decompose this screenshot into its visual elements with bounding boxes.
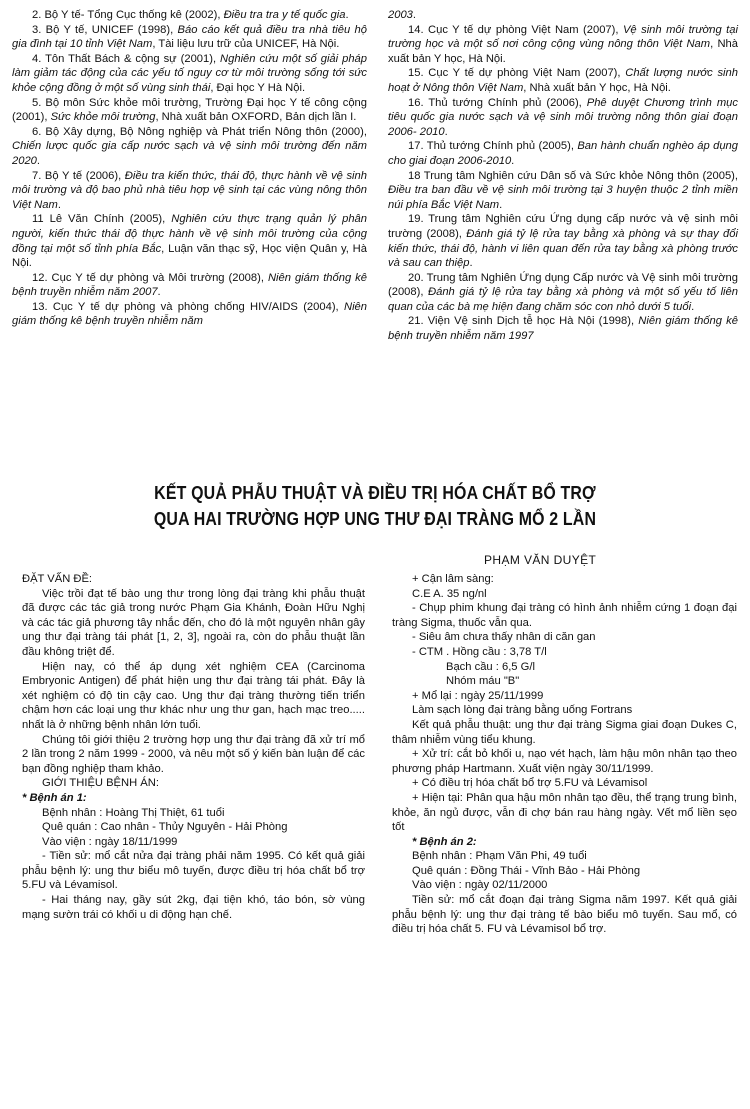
reference-item	[12, 8, 367, 23]
reference-item	[12, 23, 367, 52]
body-paragraph: Vào viện : ngày 18/11/1999	[42, 835, 178, 848]
reference-title: Ban hành chuẩn nghèo áp dụng cho giai đoạn 2006-2010	[388, 140, 738, 167]
reference-authors: 17. Thủ tướng Chính phủ (2005),	[408, 140, 578, 153]
body-paragraph: - Hai tháng nay, gầy sút 2kg, đại tiện khó, táo bón, sờ vùng mạng sườn trái có khối u di động hạn chế.	[22, 894, 365, 921]
reference-publisher: .	[469, 257, 473, 270]
reference-authors: 11 Lê Văn Chính (2005),	[32, 213, 172, 226]
reference-item	[12, 96, 367, 125]
reference-title: Báo cáo kết quả điều tra nhà tiêu hộ gia đình tại 10 tỉnh Việt Nam	[12, 23, 367, 51]
body-paragraph: - Siêu âm chưa thấy nhân di căn gan	[412, 631, 596, 644]
reference-item	[388, 271, 738, 315]
reference-item	[12, 169, 367, 213]
references-right-column	[388, 8, 738, 344]
reference-item	[388, 139, 738, 168]
reference-title: Niên giám thống kê bệnh truyền nhiễm năm	[12, 300, 367, 328]
reference-title: Chiến lược quốc gia cấp nước sạch và vệ sinh môi trường đến năm 2020	[12, 140, 367, 167]
article-body-right-column	[392, 572, 737, 937]
reference-title: Điều tra ban đầu về vệ sinh môi trường tại 3 huyện thuộc 2 tỉnh miền núi phía Bắc Việt Nam	[388, 184, 738, 211]
body-paragraph: Làm sạch lòng đại tràng bằng uống Fortrans	[412, 704, 633, 717]
reference-authors: 2. Bộ Y tế- Tổng Cục thống kê (2002),	[32, 9, 224, 21]
reference-item	[12, 125, 367, 169]
reference-title: Phê duyệt Chương trình mục tiêu quốc gia nước sạch và vệ sinh môi trường nông thôn giai đoạn 2006- 2010	[388, 96, 738, 138]
reference-publisher: , Đại học Y Hà Nội.	[210, 81, 306, 94]
reference-title: Niên giám thống kê bệnh truyền nhiễm năm 1997	[388, 315, 738, 343]
reference-publisher: , Tài liệu lưu trữ của UNICEF, Hà Nội.	[152, 38, 340, 51]
reference-authors: 18 Trung tâm Nghiên cứu Dân số và Sức khỏe Nông thôn (2005),	[408, 169, 738, 182]
reference-authors: 4. Tôn Thất Bách & cộng sự (2001),	[32, 52, 221, 65]
reference-publisher: .	[57, 198, 61, 211]
body-paragraph: + Hiện tại: Phân qua hậu môn nhân tạo đều, thể trạng trung bình, khỏe, ăn ngủ được, vẫn đi chợ bán rau hàng ngày. Vết mổ liền sẹo tốt	[392, 791, 737, 834]
reference-title: Sức khỏe môi trường	[50, 111, 156, 124]
body-paragraph: Kết quả phẫu thuật: ung thư đại tràng Sigma giai đoạn Dukes C, thâm nhiễm vùng tiểu khung.	[392, 718, 737, 746]
body-paragraph: Tiền sử: mổ cắt đoạn đại tràng Sigma năm 1997. Kết quả giải phẫu bệnh lý: ung thư đại tràng tế bào biểu mô tuyến. Sau mổ, có điều trị hóa chất 5. FU và Lévamisol bổ trợ.	[392, 894, 737, 936]
reference-publisher: .	[36, 154, 40, 167]
reference-authors: 15. Cục Y tế dự phòng Việt Nam (2007),	[408, 67, 626, 80]
reference-title: Niên giám thống kê bệnh truyền nhiễm năm 2007	[12, 271, 367, 299]
reference-publisher: , Nhà xuất bản OXFORD, Bản dịch lần I.	[155, 111, 357, 124]
reference-publisher: , Nhà xuất bản Y học, Hà Nội.	[523, 81, 671, 94]
body-paragraph: GIỚI THIỆU BỆNH ÁN:	[42, 777, 159, 790]
reference-item	[388, 96, 738, 140]
reference-item	[12, 52, 367, 96]
reference-publisher: .	[157, 286, 161, 299]
reference-authors: 12. Cục Y tế dự phòng và Môi trường (2008),	[32, 271, 268, 284]
body-paragraph: Bệnh nhân : Hoàng Thị Thiệt, 61 tuổi	[42, 806, 225, 819]
reference-authors: 3. Bộ Y tế, UNICEF (1998),	[32, 23, 178, 36]
reference-authors: 7. Bộ Y tế (2006),	[32, 169, 125, 182]
reference-publisher: , Luận văn thạc sỹ, Học viện Quân y, Hà Nội.	[12, 242, 367, 270]
reference-publisher: .	[499, 198, 503, 211]
reference-authors: 19. Trung tâm Nghiên cứu Ứng dụng cấp nước và vệ sinh môi trường (2008),	[388, 213, 738, 240]
reference-authors: 21. Viện Vệ sinh Dịch tễ học Hà Nội (1998),	[408, 315, 639, 328]
reference-authors: 6. Bộ Xây dựng, Bộ Nông nghiệp và Phát triển Nông thôn (2000),	[32, 125, 367, 138]
body-paragraph: Việc trồi đạt tế bào ung thư trong lòng đại tràng khi phẫu thuật đã được các tác giả trong nước Phạm Gia Khánh, Đoàn Hữu Nghị và các tác giả phương tây nhắc đến, cho đó là một nguyên nhân gây ung thư đại tràng tái phát [1, 2, 3], ngoài ra, còn do phẫu thuật lần đầu không triệt để.	[22, 587, 365, 658]
article-title-line-2: QUA HAI TRƯỜNG HỢP UNG THƯ ĐẠI TRÀNG MỔ 2 LẦN	[153, 508, 597, 529]
reference-authors: 5. Bộ môn Sức khỏe môi trường, Trường Đại học Y tế công cộng (2001),	[12, 96, 367, 124]
reference-title: Điều tra kiến thức, thái độ, thực hành về vệ sinh môi trường và độ bao phủ nhà tiêu hợp vệ sinh tại các vùng nông thôn Việt Nam	[12, 169, 367, 211]
reference-item	[388, 8, 738, 23]
reference-publisher: .	[444, 125, 448, 138]
body-paragraph: Nhóm máu "B"	[446, 675, 520, 688]
references-left-column	[12, 8, 367, 329]
body-paragraph: Quê quán : Đồng Thái - Vĩnh Bảo - Hải Phòng	[412, 864, 641, 877]
reference-publisher: .	[412, 9, 416, 21]
body-paragraph: - Tiền sử: mổ cắt nửa đại tràng phải năm 1995. Có kết quả giải phẫu bệnh lý: ung thư biểu mô tuyến, được điều trị hóa chất bổ trợ 5.FU và Lévamisol.	[22, 850, 365, 892]
body-paragraph: Bệnh nhân : Phạm Văn Phi, 49 tuổi	[412, 850, 587, 863]
body-paragraph: + Xử trí: cắt bỏ khối u, nạo vét hạch, làm hậu môn nhân tạo theo phương pháp Hartmann. Xuất viện ngày 30/11/1999.	[392, 748, 737, 775]
reference-publisher: .	[511, 154, 515, 167]
reference-item	[388, 66, 738, 95]
reference-authors: 13. Cục Y tế dự phòng và phòng chống HIV/AIDS (2004),	[32, 300, 344, 313]
reference-item	[12, 212, 367, 270]
reference-item	[12, 271, 367, 300]
article-title-line-1: KẾT QUẢ PHẪU THUẬT VÀ ĐIỀU TRỊ HÓA CHẤT BỔ TRỢ	[154, 482, 596, 503]
reference-title: Nghiên cứu thực trạng quản lý phân người, kiến thức thái độ thực hành về vệ sinh môi trường của cộng đồng tại một số tỉnh phía Bắc	[12, 213, 367, 255]
reference-publisher: .	[345, 9, 349, 21]
reference-item	[388, 23, 738, 67]
body-paragraph: - Chụp phim khung đại tràng có hình ảnh nhiễm cứng 1 đoạn đại tràng Sigma, thuốc vẫn qua.	[392, 602, 737, 629]
reference-authors: 16. Thủ tướng Chính phủ (2006),	[408, 96, 587, 109]
reference-title: 2003	[388, 9, 413, 21]
reference-authors: 20. Trung tâm Nghiên Ứng dụng Cấp nước và Vệ sinh môi trường (2008),	[388, 271, 738, 299]
reference-title: Đánh giá tỷ lệ rửa tay bằng xà phòng và một số yếu tố liên quan của các bà mẹ hiện đang chăm sóc con nhỏ dưới 5 tuổi	[388, 286, 738, 313]
reference-title: Vệ sinh môi trường tại trường học và một số nơi công cộng vùng nông thôn Việt Nam	[388, 23, 738, 51]
body-paragraph: Quê quán : Cao nhân - Thủy Nguyên - Hải Phòng	[42, 821, 288, 834]
body-paragraph: * Bệnh án 2:	[412, 835, 477, 848]
reference-title: Nghiên cứu một số giải pháp làm giảm tác động của các yếu tố nguy cơ từ môi trường sống tới sức khỏe cộng đồng ở một số vùng sinh thái	[12, 52, 367, 94]
reference-title: Chất lượng nước sinh hoạt ở Nông thôn Việt Nam	[388, 67, 738, 94]
reference-item	[12, 300, 367, 329]
body-paragraph: - CTM . Hồng cầu : 3,78 T/l	[412, 645, 547, 658]
body-paragraph: + Cận lâm sàng:	[412, 573, 494, 585]
reference-publisher: , Nhà xuất bản Y học, Hà Nội.	[388, 38, 738, 65]
reference-item	[388, 169, 738, 213]
article-body-left-column	[22, 572, 365, 922]
body-paragraph: + Mổ lại : ngày 25/11/1999	[412, 689, 544, 702]
reference-authors: 14. Cục Y tế dự phòng Việt Nam (2007),	[408, 23, 623, 36]
body-paragraph: * Bệnh án 1:	[22, 791, 87, 804]
body-paragraph: Hiện nay, có thể áp dụng xét nghiệm CEA (Carcinoma Embryonic Antigen) để phát hiện ung thư đại tràng tái phát. Đây là xét nghiệm có độ tin cậy cao. Ung thư đại tràng thường tiến triển chậm hơn các loại ung thư khác như ung thư gan, hạch mạc treo..... nhất là ở những bệnh nhân lớn tuổi.	[22, 660, 365, 731]
reference-item	[388, 314, 738, 343]
reference-publisher: .	[691, 300, 695, 313]
reference-item	[388, 212, 738, 270]
body-paragraph: C.E A. 35 ng/nl	[412, 587, 487, 600]
body-paragraph: ĐẶT VẤN ĐỀ:	[22, 573, 93, 585]
body-paragraph: Bạch cầu : 6,5 G/l	[446, 660, 535, 673]
reference-title: Điều tra tra y tế quốc gia	[223, 9, 346, 21]
article-author: PHẠM VĂN DUYỆT	[484, 553, 597, 567]
body-paragraph: Chúng tôi giới thiệu 2 trường hợp ung thư đại tràng đã xử trí mổ 2 lần trong 2 năm 1999 - 2000, và nêu một số ý kiến bàn luận để các bạn đồng nghiệp tham khảo.	[22, 733, 365, 775]
body-paragraph: Vào viện : ngày 02/11/2000	[412, 879, 548, 892]
reference-title: Đánh giá tỷ lệ rửa tay bằng xà phòng và sự thay đổi kiến thức, thái độ, hành vi liên quan đến rửa tay bằng xà phòng trước và sau can thiệp	[388, 227, 738, 270]
body-paragraph: + Có điều trị hóa chất bổ trợ 5.FU và Lévamisol	[412, 777, 648, 790]
